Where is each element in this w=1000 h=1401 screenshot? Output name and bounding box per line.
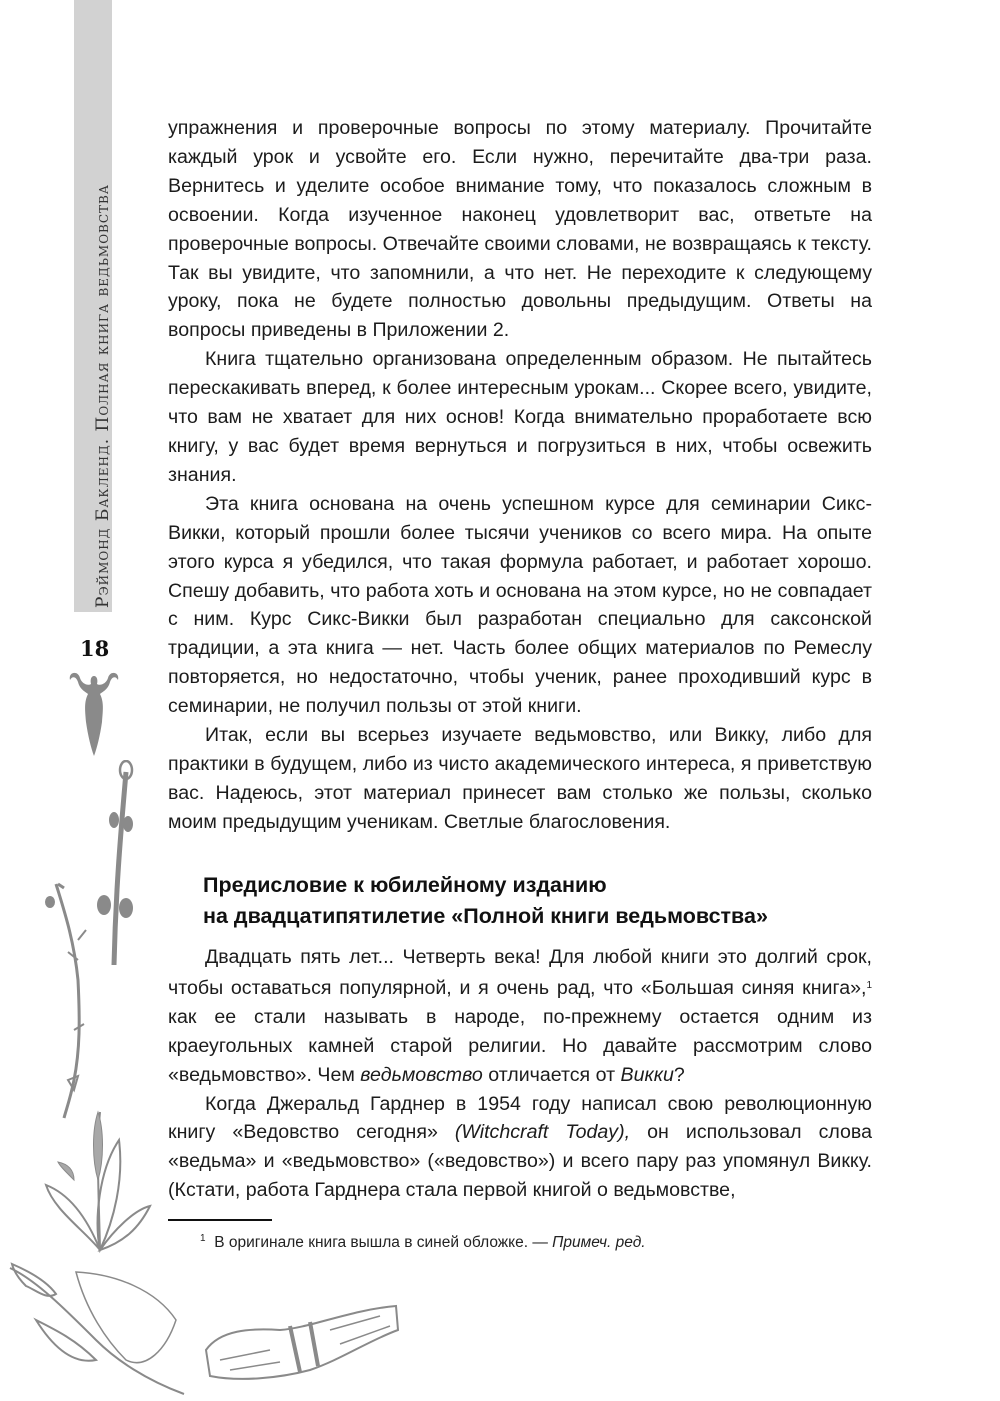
paragraph: Итак, если вы всерьез изучаете ведьмовство, или Викку, либо для практики в будущем, либо из чисто академического интереса, я приветствую вас. Надеюсь, этот материал принесет вам столько же пользы, сколько моим предыдущим ученикам. Светлые благословения. bbox=[168, 724, 872, 833]
footnote bbox=[200, 1233, 646, 1252]
text-run: ? bbox=[673, 1063, 685, 1086]
herb-bundle-icon bbox=[200, 1300, 400, 1385]
herb-sprig-icon bbox=[6, 1260, 186, 1395]
goddess-figure-icon bbox=[66, 670, 122, 760]
footnote-divider bbox=[168, 1219, 272, 1221]
paragraph: Книга тщательно организована определенным образом. Не пытайтесь перескакивать вперед, к более интересным урокам... Скорее всего, увидите, что вам не хватает для них основ! Когда внимательно проработаете всю книгу, у вас будет время вернуться и погрузиться в них, чтобы освежить знания. bbox=[168, 348, 872, 486]
section-heading-line-2: на двадцатипятилетие «Полной книги ведьмовства» bbox=[203, 904, 768, 928]
section-text bbox=[168, 943, 872, 1205]
text-run: он использовал слова «ведьма» и «ведьмовство» («ведовство») и всего пару раз упомянул Викку. (Кстати, работа Гарднера стала первой книгой о ведьмовстве, bbox=[168, 1121, 873, 1202]
branch-icon bbox=[44, 880, 104, 1120]
text-run: как ее стали называть в народе, по-прежнему остается одним из краеугольных камней старой религии. Но давайте рассмотрим слово «ведьмовство». Чем bbox=[168, 1005, 872, 1086]
italic-title: (Witchcraft Today), bbox=[454, 1121, 631, 1144]
plantain-leaf-icon bbox=[44, 1110, 154, 1255]
paragraph: упражнения и проверочные вопросы по этому материалу. Прочитайте каждый урок и усвойте его. Если нужно, перечитайте два-три раза. Вернитесь и уделите особое внимание тому, что показалось сложным в освоении. Когда изученное наконец удовлетворит вас, ответьте на проверочные вопросы. Отвечайте своими словами, не возвращаясь к тексту. Так вы увидите, что запомнили, а что нет. Не переходите к следующему уроку, пока не будете полностью довольны предыдущим. Ответы на вопросы приведены в Приложении 2. bbox=[168, 117, 872, 342]
italic-term: ведьмовство bbox=[360, 1063, 483, 1086]
section-heading bbox=[203, 870, 768, 932]
text-run: Двадцать пять лет... Четверть века! Для любой книги это долгий срок, чтобы оставаться популярной, и я очень рад, что «Большая синяя книга», bbox=[168, 946, 872, 999]
page-number: 18 bbox=[80, 636, 110, 661]
section-heading-line-1: Предисловие к юбилейному изданию bbox=[203, 873, 607, 897]
paragraph bbox=[168, 1090, 872, 1206]
text-run: Когда Джеральд Гарднер в 1954 году написал свою революционную книгу «Ведовство сегодня» bbox=[168, 1092, 872, 1144]
body-text bbox=[168, 114, 872, 837]
running-header-title: Рэймонд Бакленд. Полная книга ведьмовства bbox=[93, 184, 113, 608]
italic-term: Викки bbox=[620, 1063, 674, 1086]
paragraph bbox=[168, 943, 872, 1090]
paragraph: Эта книга основана на очень успешном курсе для семинарии Сикс-Викки, который прошли более тысячи учеников со всего мира. На опыте этого курса я убедился, что такая формула работает, и работает хорошо. Спешу добавить, что работа хоть и основана на этом курсе, но не совпадает с ним. Курс Сикс-Викки был разработан специально для саксонской традиции, а эта книга — нет. Часть более общих материалов по Ремеслу повторяется, но недостаточно, чтобы ученик, ранее проходивший курс в семинарии, не получил пользы от этой книги. bbox=[168, 492, 872, 718]
footnote-text: В оригинале книга вышла в синей обложке. — bbox=[214, 1234, 553, 1251]
footnote-italic: Примеч. ред. bbox=[552, 1234, 646, 1251]
footnote-number: 1 bbox=[200, 1233, 206, 1244]
footnote-reference[interactable]: 1 bbox=[866, 979, 872, 991]
text-run: отличается от bbox=[482, 1063, 621, 1086]
